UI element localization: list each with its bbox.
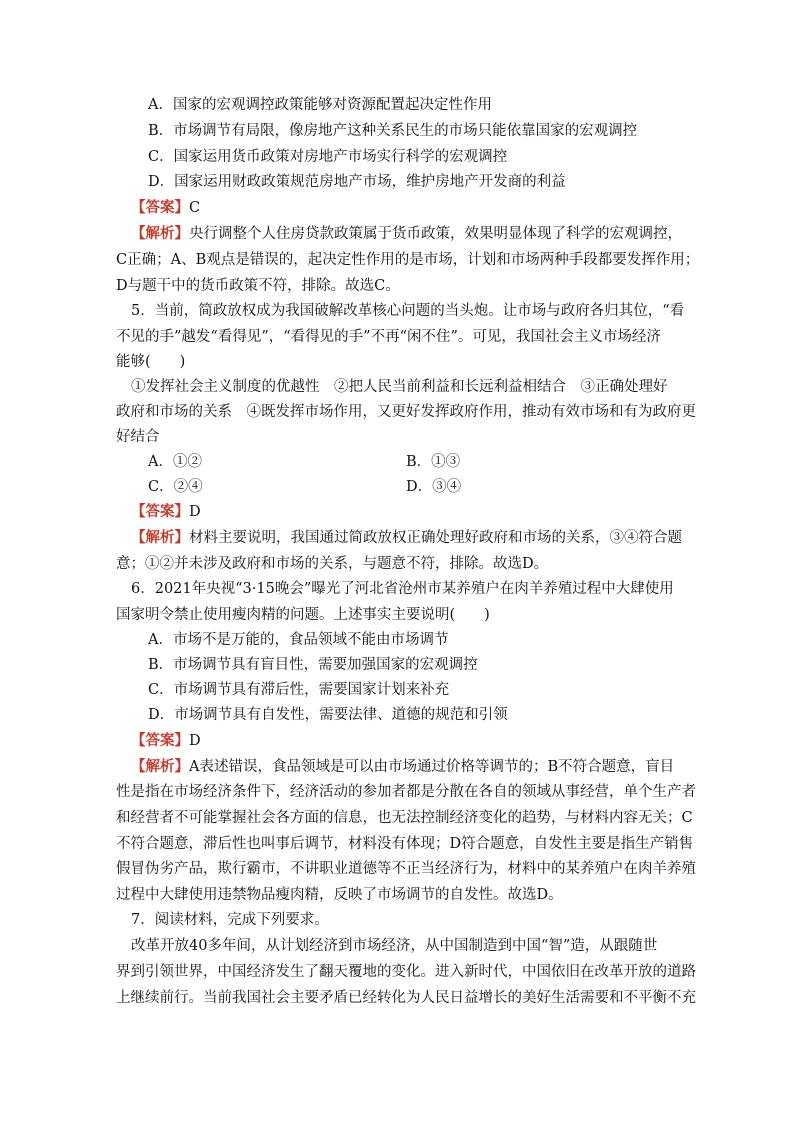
q4-option-d: D．国家运用财政政策规范房地产市场，维护房地产开发商的利益 [148,174,566,190]
q4-option-a: A．国家的宏观调控政策能够对资源配置起决定性作用 [148,97,492,113]
q5-stem-line-1: 5．当前，简政放权成为我国破解改革核心问题的当头炮。让市场与政府各归其位，“看 [131,303,685,319]
answer-value: D [189,504,201,520]
q5-items-line-3: 好结合 [116,429,160,445]
q4-option-c: C．国家运用货币政策对房地产市场实行科学的宏观调控 [148,149,508,165]
q4-analysis-line-1 [131,224,682,244]
q6-stem-line-1: 6．2021年央视“3·15晚会”曝光了河北省沧州市某养殖户在肉羊养殖过程中大肆使用 [131,581,674,597]
analysis-text: 央行调整个人住房贷款政策属于货币政策，效果明显体现了科学的宏观调控， [189,226,682,242]
q7-stem: 7．阅读材料，完成下列要求。 [131,912,329,928]
answer-tag: 【答案】 [131,733,189,749]
q5-option-d: D．③④ [406,479,462,495]
q4-answer [131,198,200,218]
q5-items-line-1: ①发挥社会主义制度的优越性 ②把人民当前利益和长远利益相结合 ③正确处理好 [131,379,668,395]
answer-value: D [189,733,201,749]
q7-material-line-1: 改革开放40多年间，从计划经济到市场经济，从中国制造到中国“智”造，从跟随世 [131,938,658,954]
q6-option-d: D．市场调节具有自发性，需要法律、道德的规范和引领 [148,707,508,723]
q4-analysis-line-2: C正确；A、B观点是错误的，起决定性作用的是市场，计划和市场两种手段都要发挥作用； [116,252,700,268]
q5-analysis-line-2: 意；①②并未涉及政府和市场的关系，与题意不符，排除。故选D。 [116,556,549,572]
q6-analysis-line-2: 性是指在市场经济条件下，经济活动的参加者都是分散在各自的领域从事经营，单个生产者 [116,784,696,800]
q6-analysis-line-6: 过程中大肆使用违禁物品瘦肉精，反映了市场调节的自发性。故选D。 [116,887,563,903]
q6-analysis-line-5: 假冒伪劣产品，欺行霸市，不讲职业道德等不正当经济行为，材料中的某养殖户在肉羊养殖 [116,861,696,877]
q5-stem-line-3: 能够( ) [116,354,186,370]
q6-stem-line-2: 国家明令禁止使用瘦肉精的问题。上述事实主要说明( ) [116,607,490,623]
q6-analysis-line-4: 不符合题意，滞后性也叫事后调节，材料没有体现；D符合题意，自发性主要是指生产销售 [116,836,694,852]
q6-option-a: A．市场不是万能的，食品领域不能由市场调节 [148,632,449,648]
q4-option-b: B．市场调节有局限，像房地产这种关系民生的市场只能依靠国家的宏观调控 [148,123,638,139]
q6-analysis-line-3: 和经营者不可能掌握社会各方面的信息，也无法控制经济变化的趋势，与材料内容无关；C [116,810,693,826]
q5-answer [131,502,201,522]
q5-option-a: A．①② [148,454,202,470]
answer-tag: 【答案】 [131,504,189,520]
q5-analysis-line-1 [131,528,682,548]
q6-option-b: B．市场调节具有盲目性，需要加强国家的宏观调控 [148,657,478,673]
answer-tag: 【答案】 [131,200,189,216]
analysis-text: 材料主要说明，我国通过简政放权正确处理好政府和市场的关系，③④符合题 [189,530,682,546]
q7-material-line-3: 上继续前行。当前我国社会主要矛盾已经转化为人民日益增长的美好生活需要和不平衡不充 [116,990,696,1006]
analysis-tag: 【解析】 [131,759,189,775]
q6-answer [131,731,201,751]
analysis-tag: 【解析】 [131,530,189,546]
analysis-tag: 【解析】 [131,226,189,242]
q6-analysis-line-1 [131,757,674,777]
q7-material-line-2: 界到引领世界，中国经济发生了翻天覆地的变化。进入新时代，中国依旧在改革开放的道路 [116,964,696,980]
q5-items-line-2: 政府和市场的关系 ④既发挥市场作用，又更好发挥政府作用，推动有效市场和有为政府更 [116,404,696,420]
q5-stem-line-2: 不见的手”越发“看得见”，“看得见的手”不再“闲不住”。可见，我国社会主义市场经济 [116,329,661,345]
q5-option-c: C．②④ [148,479,203,495]
q5-option-b: B．①③ [406,454,461,470]
analysis-text: A表述错误，食品领域是可以由市场通过价格等调节的；B不符合题意，盲目 [189,759,675,775]
q6-option-c: C．市场调节具有滞后性，需要国家计划来补充 [148,682,450,698]
q4-analysis-line-3: D与题干中的货币政策不符，排除。故选C。 [116,278,400,294]
answer-value: C [189,200,201,216]
